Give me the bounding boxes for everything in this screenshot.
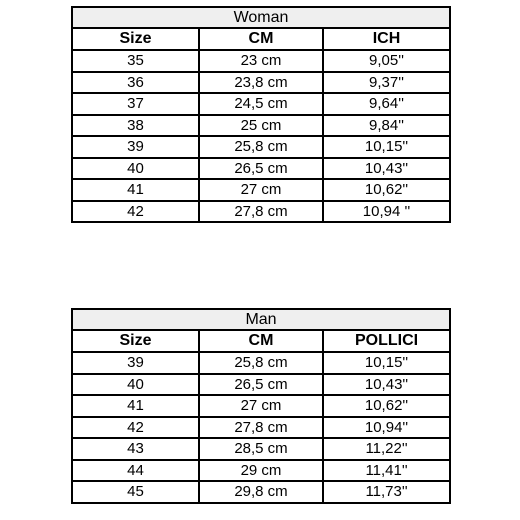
cm-cell: 26,5 cm [199, 374, 323, 396]
size-cell: 41 [72, 395, 199, 417]
table-row [72, 352, 450, 374]
cm-cell: 25 cm [199, 115, 323, 137]
table-row [72, 201, 450, 223]
cm-cell: 27,8 cm [199, 201, 323, 223]
size-cell: 37 [72, 93, 199, 115]
table-row [72, 136, 450, 158]
size-cell: 39 [72, 136, 199, 158]
table-row [72, 158, 450, 180]
inch-cell: 10,62'' [323, 395, 450, 417]
cm-cell: 27 cm [199, 395, 323, 417]
woman-table-title: Woman [72, 7, 450, 28]
inch-cell: 10,62'' [323, 179, 450, 201]
inch-cell: 11,22'' [323, 438, 450, 460]
header-size: Size [72, 330, 199, 352]
size-cell: 39 [72, 352, 199, 374]
size-cell: 42 [72, 417, 199, 439]
size-cell: 40 [72, 158, 199, 180]
inch-cell: 10,43'' [323, 158, 450, 180]
cm-cell: 25,8 cm [199, 136, 323, 158]
cm-cell: 29,8 cm [199, 481, 323, 503]
inch-cell: 11,73'' [323, 481, 450, 503]
size-cell: 43 [72, 438, 199, 460]
size-cell: 42 [72, 201, 199, 223]
cm-cell: 29 cm [199, 460, 323, 482]
cm-cell: 27 cm [199, 179, 323, 201]
inch-cell: 9,05'' [323, 50, 450, 72]
cm-cell: 25,8 cm [199, 352, 323, 374]
size-cell: 38 [72, 115, 199, 137]
cm-cell: 24,5 cm [199, 93, 323, 115]
table-row [72, 417, 450, 439]
cm-cell: 26,5 cm [199, 158, 323, 180]
table-row [72, 50, 450, 72]
man-size-table [71, 308, 451, 504]
inch-cell: 10,94 '' [323, 201, 450, 223]
table-title-row [72, 309, 450, 330]
size-cell: 36 [72, 72, 199, 94]
size-cell: 44 [72, 460, 199, 482]
cm-cell: 23 cm [199, 50, 323, 72]
table-row [72, 72, 450, 94]
table-header-row [72, 28, 450, 50]
header-size: Size [72, 28, 199, 50]
inch-cell: 9,37'' [323, 72, 450, 94]
header-cm: CM [199, 330, 323, 352]
inch-cell: 9,84'' [323, 115, 450, 137]
table-row [72, 374, 450, 396]
size-cell: 45 [72, 481, 199, 503]
table-row [72, 438, 450, 460]
inch-cell: 11,41'' [323, 460, 450, 482]
table-row [72, 93, 450, 115]
inch-cell: 9,64'' [323, 93, 450, 115]
table-row [72, 395, 450, 417]
header-cm: CM [199, 28, 323, 50]
cm-cell: 27,8 cm [199, 417, 323, 439]
size-cell: 41 [72, 179, 199, 201]
woman-size-table [71, 6, 451, 223]
table-header-row [72, 330, 450, 352]
cm-cell: 23,8 cm [199, 72, 323, 94]
table-row [72, 460, 450, 482]
inch-cell: 10,43'' [323, 374, 450, 396]
table-row [72, 179, 450, 201]
table-row [72, 481, 450, 503]
cm-cell: 28,5 cm [199, 438, 323, 460]
inch-cell: 10,15'' [323, 352, 450, 374]
inch-cell: 10,94'' [323, 417, 450, 439]
size-cell: 40 [72, 374, 199, 396]
header-pollici: POLLICI [323, 330, 450, 352]
header-inch: ICH [323, 28, 450, 50]
man-table-title: Man [72, 309, 450, 330]
inch-cell: 10,15'' [323, 136, 450, 158]
size-cell: 35 [72, 50, 199, 72]
table-title-row [72, 7, 450, 28]
table-row [72, 115, 450, 137]
